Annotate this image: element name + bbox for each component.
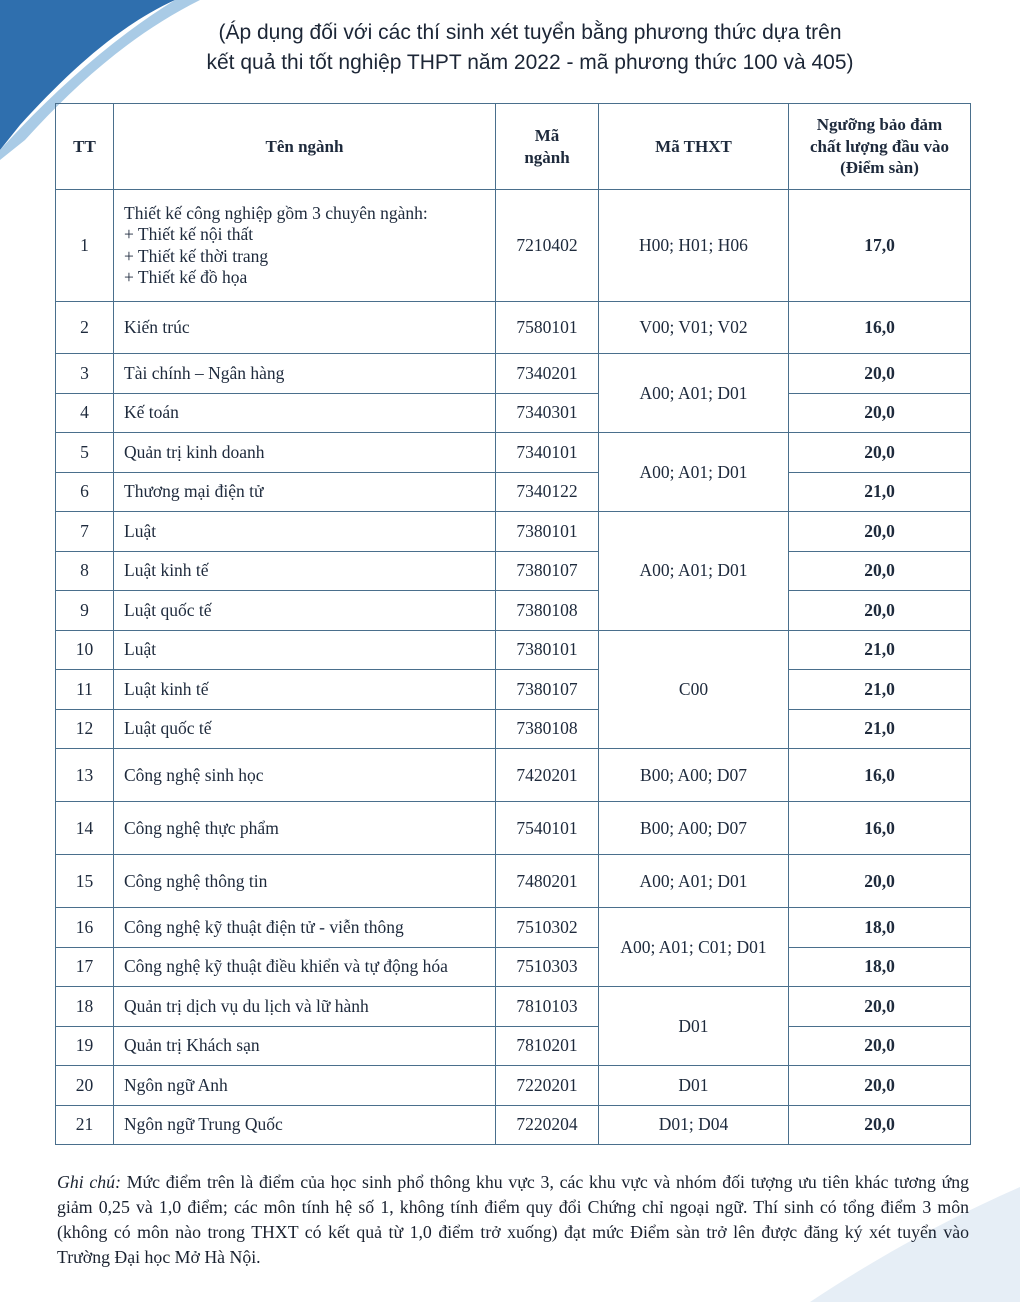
cell-floor-score: 20,0 (789, 591, 971, 631)
table-row (56, 630, 971, 670)
table-row (56, 802, 971, 855)
cell-major-code: 7380108 (496, 709, 599, 749)
cell-floor-score: 16,0 (789, 802, 971, 855)
table-row (56, 433, 971, 473)
cell-major-code: 7380107 (496, 670, 599, 710)
cell-major-code: 7220201 (496, 1066, 599, 1106)
cell-floor-score: 20,0 (789, 1026, 971, 1066)
cell-floor-score: 18,0 (789, 947, 971, 987)
table-row (56, 908, 971, 948)
table-row (56, 190, 971, 302)
footnote-label: Ghi chú: (57, 1172, 121, 1192)
cell-major-code: 7540101 (496, 802, 599, 855)
cell-combination: V00; V01; V02 (599, 302, 789, 354)
cell-tt: 11 (56, 670, 114, 710)
table-row (56, 512, 971, 552)
cell-major-name: Luật quốc tế (114, 709, 496, 749)
cell-tt: 5 (56, 433, 114, 473)
cell-major-name: Thương mại điện tử (114, 472, 496, 512)
cell-combination: D01; D04 (599, 1105, 789, 1145)
table-row (56, 393, 971, 433)
column-header-tt: TT (56, 104, 114, 190)
cell-combination: H00; H01; H06 (599, 190, 789, 302)
cell-major-name: Công nghệ thực phẩm (114, 802, 496, 855)
cell-floor-score: 21,0 (789, 472, 971, 512)
table-row (56, 1105, 971, 1145)
cell-major-code: 7340201 (496, 354, 599, 394)
column-header-floor-score: Ngưỡng bảo đảm chất lượng đầu vào (Điểm sàn) (789, 104, 971, 190)
admission-floor-table (55, 103, 971, 1145)
footnote (57, 1170, 969, 1270)
cell-combination: A00; A01; D01 (599, 855, 789, 908)
cell-tt: 21 (56, 1105, 114, 1145)
cell-tt: 20 (56, 1066, 114, 1106)
cell-major-name: Luật (114, 512, 496, 552)
cell-tt: 8 (56, 551, 114, 591)
cell-major-code: 7580101 (496, 302, 599, 354)
cell-major-name: Quản trị dịch vụ du lịch và lữ hành (114, 987, 496, 1027)
cell-tt: 6 (56, 472, 114, 512)
table-row (56, 709, 971, 749)
cell-tt: 4 (56, 393, 114, 433)
cell-tt: 9 (56, 591, 114, 631)
table-row (56, 551, 971, 591)
cell-tt: 1 (56, 190, 114, 302)
cell-combination: A00; A01; D01 (599, 433, 789, 512)
cell-floor-score: 16,0 (789, 302, 971, 354)
cell-floor-score: 20,0 (789, 433, 971, 473)
cell-combination: A00; A01; C01; D01 (599, 908, 789, 987)
cell-floor-score: 16,0 (789, 749, 971, 802)
cell-tt: 13 (56, 749, 114, 802)
footnote-text: Mức điểm trên là điểm của học sinh phổ thông khu vực 3, các khu vực và nhóm đối tượng ưu tiên khác tương ứng giảm 0,25 và 1,0 điểm; các môn tính hệ số 1, không tính điểm quy đổi Chứng chỉ ngoại ngữ. Thí sinh có tổng điểm 3 môn (không có môn nào trong THXT có kết quả từ 1,0 điểm trở xuống) đạt mức Điểm sàn trở lên được đăng ký xét tuyển vào Trường Đại học Mở Hà Nội. (57, 1172, 970, 1267)
cell-major-name: Công nghệ kỹ thuật điều khiển và tự động hóa (114, 947, 496, 987)
cell-major-code: 7340122 (496, 472, 599, 512)
cell-major-code: 7420201 (496, 749, 599, 802)
cell-major-name: Công nghệ sinh học (114, 749, 496, 802)
cell-combination: B00; A00; D07 (599, 802, 789, 855)
cell-combination: C00 (599, 630, 789, 749)
cell-tt: 12 (56, 709, 114, 749)
cell-major-name: Luật kinh tế (114, 670, 496, 710)
cell-tt: 16 (56, 908, 114, 948)
cell-floor-score: 20,0 (789, 354, 971, 394)
cell-floor-score: 21,0 (789, 670, 971, 710)
cell-major-name: Quản trị Khách sạn (114, 1026, 496, 1066)
cell-major-name: Thiết kế công nghiệp gồm 3 chuyên ngành: + Thiết kế nội thất + Thiết kế thời trang + Thiết kế đồ họa (114, 190, 496, 302)
cell-major-name: Công nghệ kỹ thuật điện tử - viễn thông (114, 908, 496, 948)
table-row (56, 591, 971, 631)
cell-major-code: 7380101 (496, 512, 599, 552)
column-header-major-code: Mã ngành (496, 104, 599, 190)
cell-floor-score: 20,0 (789, 393, 971, 433)
table-row (56, 472, 971, 512)
cell-tt: 19 (56, 1026, 114, 1066)
cell-floor-score: 20,0 (789, 1105, 971, 1145)
cell-tt: 15 (56, 855, 114, 908)
cell-tt: 3 (56, 354, 114, 394)
cell-major-name: Kiến trúc (114, 302, 496, 354)
table-row (56, 354, 971, 394)
cell-major-code: 7810201 (496, 1026, 599, 1066)
cell-major-name: Luật quốc tế (114, 591, 496, 631)
cell-tt: 17 (56, 947, 114, 987)
cell-major-name: Ngôn ngữ Anh (114, 1066, 496, 1106)
cell-floor-score: 20,0 (789, 1066, 971, 1106)
cell-floor-score: 20,0 (789, 512, 971, 552)
cell-major-name: Luật kinh tế (114, 551, 496, 591)
cell-combination: D01 (599, 987, 789, 1066)
cell-major-code: 7380101 (496, 630, 599, 670)
cell-major-code: 7220204 (496, 1105, 599, 1145)
cell-floor-score: 21,0 (789, 630, 971, 670)
cell-combination: A00; A01; D01 (599, 512, 789, 631)
cell-floor-score: 20,0 (789, 987, 971, 1027)
cell-major-code: 7210402 (496, 190, 599, 302)
cell-major-name: Kế toán (114, 393, 496, 433)
table-row (56, 1026, 971, 1066)
cell-major-code: 7510303 (496, 947, 599, 987)
cell-major-code: 7380108 (496, 591, 599, 631)
cell-floor-score: 17,0 (789, 190, 971, 302)
table-row (56, 749, 971, 802)
cell-major-name: Công nghệ thông tin (114, 855, 496, 908)
cell-major-name: Ngôn ngữ Trung Quốc (114, 1105, 496, 1145)
cell-major-code: 7340101 (496, 433, 599, 473)
cell-major-name: Quản trị kinh doanh (114, 433, 496, 473)
header-line-1: (Áp dụng đối với các thí sinh xét tuyển bằng phương thức dựa trên (218, 21, 842, 44)
cell-floor-score: 20,0 (789, 855, 971, 908)
cell-tt: 7 (56, 512, 114, 552)
cell-major-name: Tài chính – Ngân hàng (114, 354, 496, 394)
cell-tt: 18 (56, 987, 114, 1027)
cell-floor-score: 20,0 (789, 551, 971, 591)
cell-combination: D01 (599, 1066, 789, 1106)
cell-major-code: 7810103 (496, 987, 599, 1027)
column-header-combination: Mã THXT (599, 104, 789, 190)
cell-major-code: 7480201 (496, 855, 599, 908)
cell-combination: A00; A01; D01 (599, 354, 789, 433)
cell-tt: 10 (56, 630, 114, 670)
cell-floor-score: 18,0 (789, 908, 971, 948)
cell-floor-score: 21,0 (789, 709, 971, 749)
cell-major-name: Luật (114, 630, 496, 670)
cell-tt: 2 (56, 302, 114, 354)
table-row (56, 1066, 971, 1106)
table-header-row (56, 104, 971, 190)
table-row (56, 855, 971, 908)
column-header-major-name: Tên ngành (114, 104, 496, 190)
cell-major-code: 7380107 (496, 551, 599, 591)
cell-major-code: 7340301 (496, 393, 599, 433)
cell-major-code: 7510302 (496, 908, 599, 948)
header-line-2: kết quả thi tốt nghiệp THPT năm 2022 - mã phương thức 100 và 405) (206, 51, 854, 74)
table-row (56, 670, 971, 710)
document-header (100, 18, 960, 78)
cell-combination: B00; A00; D07 (599, 749, 789, 802)
cell-tt: 14 (56, 802, 114, 855)
table-row (56, 947, 971, 987)
table-row (56, 987, 971, 1027)
table-row (56, 302, 971, 354)
